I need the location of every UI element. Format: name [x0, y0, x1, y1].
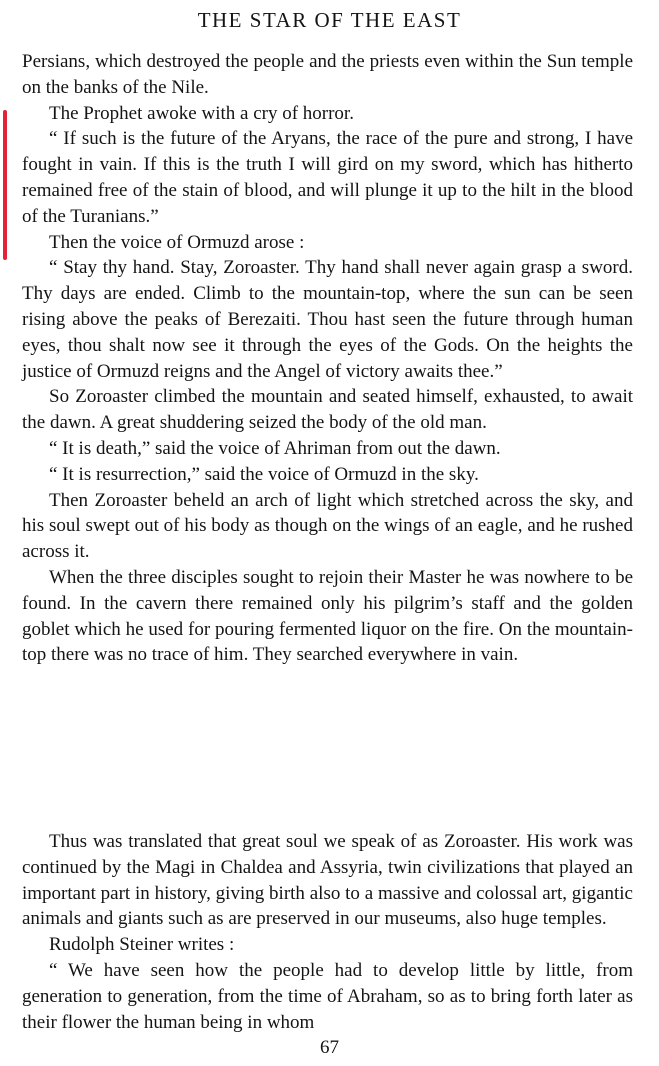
- paragraph: Then the voice of Ormuzd arose :: [49, 231, 305, 253]
- margin-annotation-mark: [3, 110, 7, 260]
- paragraph: “ It is death,” said the voice of Ahriman from out the dawn.: [49, 437, 501, 459]
- paragraph: Thus was translated that great soul we speak of as Zoroaster. His work was continued by the Magi in Chaldea and Assyria, twin civilizations that played an important part in history, giving birth also to a massive and colossal art, gigantic animals and giants such as are preserved in our museums, also huge temples.: [22, 831, 633, 930]
- page-number: 67: [320, 1037, 339, 1058]
- paragraph: So Zoroaster climbed the mountain and seated himself, exhausted, to await the dawn. A great shuddering seized the body of the old man.: [22, 386, 633, 434]
- paragraph: “ Stay thy hand. Stay, Zoroaster. Thy hand shall never again grasp a sword. Thy days are ended. Climb to the mountain-top, where the sun can be seen rising above the peaks of Berezaiti. Thou hast seen the future through human eyes, thou shalt now see it through the eyes of the Gods. On the heights the justice of Ormuzd reigns and the Angel of victory awaits thee.”: [22, 257, 633, 382]
- paragraph: When the three disciples sought to rejoin their Master he was nowhere to be found. In the cavern there remained only his pilgrim’s staff and the golden goblet which he used for pouring fermented liquor on the fire. On the mountain-top there was no trace of him. They searched everywhere in vain.: [22, 566, 633, 666]
- paragraph: The Prophet awoke with a cry of horror.: [49, 102, 354, 124]
- paragraph: “ We have seen how the people had to develop little by little, from generation to generation, from the time of Abraham, so as to bring forth later as their flower the human being in whom: [22, 959, 633, 1033]
- paragraph: Rudolph Steiner writes :: [49, 934, 235, 956]
- text-block-lower: [22, 829, 633, 1035]
- paragraph: “ If such is the future of the Aryans, the race of the pure and strong, I have fought in vain. If this is the truth I will gird on my sword, which has hitherto remained free of the stain of blood, and will plunge it up to the hilt in the blood of the Turanians.”: [22, 128, 633, 227]
- paragraph: Then Zoroaster beheld an arch of light which stretched across the sky, and his soul swept out of his body as though on the wings of an eagle, and he rushed across it.: [22, 489, 633, 563]
- text-block-upper: [22, 49, 633, 668]
- paragraph: “ It is resurrection,” said the voice of Ormuzd in the sky.: [49, 463, 479, 485]
- paragraph: Persians, which destroyed the people and the priests even within the Sun temple on the banks of the Nile.: [22, 51, 633, 98]
- running-head: THE STAR OF THE EAST: [197, 8, 462, 32]
